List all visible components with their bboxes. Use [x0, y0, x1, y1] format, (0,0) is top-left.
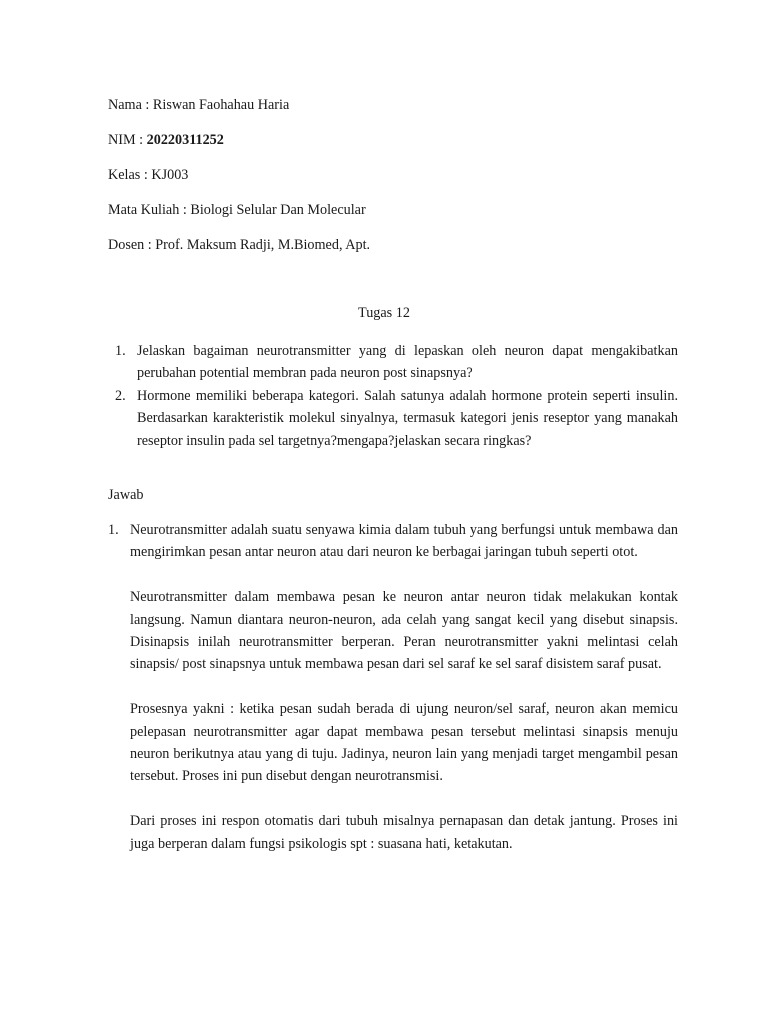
question-list — [108, 340, 678, 452]
kelas-value: KJ003 — [151, 167, 189, 183]
question-number: 1. — [115, 343, 126, 359]
assignment-title: Tugas 12 — [358, 305, 410, 321]
answer-paragraph — [108, 810, 678, 855]
answer-paragraph-text: Dari proses ini respon otomatis dari tubuh misalnya pernapasan dan detak jantung. Proses ini juga berperan dalam fungsi psikologis spt : suasana hati, ketakutan. — [130, 813, 678, 852]
answer-number: 1. — [108, 522, 119, 538]
dosen-line — [108, 236, 370, 254]
nim-value: 20220311252 — [146, 132, 224, 148]
nama-value: Riswan Faohahau Haria — [152, 97, 290, 113]
question-text: Hormone memiliki beberapa kategori. Salah satunya adalah hormone protein seperti insulin. Berdasarkan karakteristik molekul sinyalnya, termasuk kategori jenis reseptor yang manakah reseptor insulin pada sel targetnya?mengapa?jelaskan secara ringkas? — [137, 387, 678, 449]
kelas-line — [108, 166, 188, 184]
nim-line — [108, 131, 224, 149]
answer-paragraph-text: Neurotransmitter dalam membawa pesan ke neuron antar neuron tidak melakukan kontak langsung. Namun diantara neuron-neuron, ada celah yang sangat kecil yang disebut sinapsis. Disinapsis inilah neurotransmitter berperan. Peran neurotransmitter yakni melintasi celah sinapsis/ post sinapsnya untuk membawa pesan dari sel saraf ke sel saraf disistem saraf pusat. — [130, 589, 678, 673]
mata-kuliah-line — [108, 201, 366, 219]
question-number: 2. — [115, 387, 126, 404]
kelas-label: Kelas : — [108, 167, 152, 183]
answer-paragraph-text: Neurotransmitter adalah suatu senyawa kimia dalam tubuh yang berfungsi untuk membawa dan mengirimkan pesan antar neuron atau dari neuron ke berbagai jaringan tubuh seperti otot. — [130, 522, 678, 561]
mata-kuliah-label: Mata Kuliah : — [108, 202, 191, 218]
question-item — [108, 385, 678, 452]
question-text: Jelaskan bagaiman neurotransmitter yang di lepaskan oleh neuron dapat mengakibatkan perubahan potential membran pada neuron post sinapsnya? — [137, 343, 678, 382]
answer-section — [108, 519, 678, 877]
nama-line — [108, 96, 289, 114]
answer-paragraph — [108, 698, 678, 788]
answer-paragraph-text: Prosesnya yakni : ketika pesan sudah berada di ujung neuron/sel saraf, neuron akan memicu pelepasan neurotransmitter agar dapat membawa pesan tersebut melintasi sinapsis menuju neuron berikutnya atau yang di tuju. Jadinya, neuron lain yang menjadi target mengambil pesan tersebut. Proses ini pun disebut dengan neurotransmisi. — [130, 701, 678, 785]
question-item — [108, 340, 678, 385]
dosen-label: Dosen : — [108, 237, 156, 253]
answer-paragraph — [108, 586, 678, 676]
nama-label: Nama : — [108, 97, 153, 113]
dosen-value: Prof. Maksum Radji, M.Biomed, Apt. — [155, 237, 371, 253]
mata-kuliah-value: Biologi Selular Dan Molecular — [190, 202, 366, 218]
nim-label: NIM : — [108, 132, 147, 148]
answer-paragraph — [108, 519, 678, 564]
answer-heading: Jawab — [108, 487, 144, 503]
